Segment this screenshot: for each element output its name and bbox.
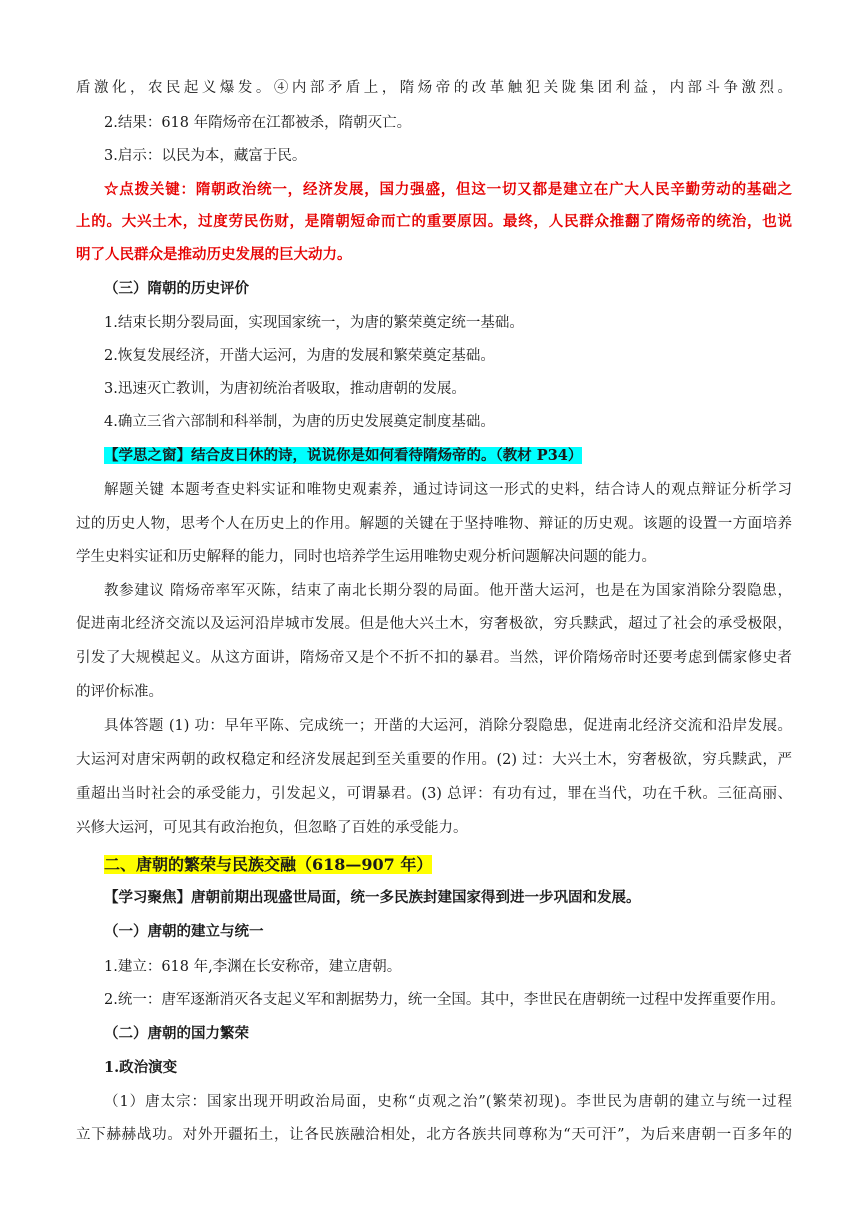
list-item: 3.迅速灭亡教训，为唐初统治者吸取，推动唐朝的发展。	[104, 381, 466, 397]
paragraph-line: 过的历史人物，思考个人在历史上的作用。解题的关键在于坚持唯物、辩证的历史观。该题的设置一方面培养	[76, 516, 792, 532]
paragraph-line: （1）唐太宗：国家出现开明政治局面，史称“贞观之治”(繁荣初现)。李世民为唐朝的建立与统一过程	[104, 1094, 792, 1110]
paragraph-line: 教参建议 隋炀帝率军灭陈，结束了南北长期分裂的局面。他开凿大运河，也是在为国家消除分裂隐患，	[104, 583, 792, 599]
paragraph-line: 促进南北经济交流以及运河沿岸城市发展。但是他大兴土木，穷奢极欲，穷兵黩武，超过了社会的承受极限，	[76, 616, 792, 632]
list-item: 4.确立三省六部制和科举制，为唐的历史发展奠定制度基础。	[104, 414, 495, 430]
paragraph-line: 立下赫赫战功。对外开疆拓土，让各民族融洽相处，北方各族共同尊称为“天可汗”，为后来唐朝一百多年的	[76, 1127, 792, 1143]
section-heading: （一）唐朝的建立与统一	[104, 923, 264, 940]
paragraph-line: 盾激化，农民起义爆发。④内部矛盾上，隋炀帝的改革触犯关陇集团利益，内部斗争激烈。	[76, 80, 792, 96]
paragraph-line: 学生史料实证和历史解释的能力，同时也培养学生运用唯物史观分析问题解决问题的能力。	[76, 549, 656, 565]
list-item: 1.建立：618 年,李渊在长安称帝，建立唐朝。	[104, 959, 402, 975]
result-line: 2.结果：618 年隋炀帝在江都被杀，隋朝灭亡。	[104, 115, 412, 131]
paragraph-line: 兴修大运河，可见其有政治抱负，但忽略了百姓的承受能力。	[76, 820, 468, 836]
key-point-line: ☆点拨关键：隋朝政治统一，经济发展，国力强盛，但这一切又都是建立在广大人民辛勤劳动的基础之	[104, 181, 792, 198]
paragraph-line: 的评价标准。	[76, 684, 163, 700]
key-point-line: 明了人民群众是推动历史发展的巨大动力。	[76, 246, 352, 263]
study-window-heading	[104, 446, 582, 466]
paragraph-line: 解题关键 本题考查史料实证和唯物史观素养，通过诗词这一形式的史料，结合诗人的观点辩证分析学习	[104, 482, 792, 498]
section-heading: （三）隋朝的历史评价	[104, 280, 249, 297]
paragraph-line: 重超出当时社会的承受能力，引发起义，可谓暴君。(3) 总评：有功有过，罪在当代，功在千秋。三征高丽、	[76, 786, 792, 802]
list-item: 1.结束长期分裂局面，实现国家统一，为唐的繁荣奠定统一基础。	[104, 315, 524, 331]
list-item: 2.恢复发展经济，开凿大运河，为唐的发展和繁荣奠定基础。	[104, 348, 495, 364]
study-window-text: 【学思之窗】结合皮日休的诗，说说你是如何看待隋炀帝的。（教材 P34）	[104, 447, 583, 464]
lesson-line: 3.启示：以民为本，藏富于民。	[104, 148, 307, 164]
section-heading: （二）唐朝的国力繁荣	[104, 1025, 249, 1042]
paragraph-line: 引发了大规模起义。从这方面讲，隋炀帝又是个不折不扣的暴君。当然，评价隋炀帝时还要考虑到儒家修史者	[76, 650, 792, 666]
paragraph-line: 大运河对唐宋两朝的政权稳定和经济发展起到至关重要的作用。(2) 过：大兴土木，穷奢极欲，穷兵黩武，严	[76, 752, 792, 768]
chapter-heading	[104, 852, 432, 878]
key-point-line: 上的。大兴土木，过度劳民伤财，是隋朝短命而亡的重要原因。最终，人民群众推翻了隋炀帝的统治，也说	[76, 213, 792, 230]
chapter-heading-text: 二、唐朝的繁荣与民族交融（618—907 年）	[104, 855, 433, 874]
focus-line: 【学习聚焦】唐朝前期出现盛世局面，统一多民族封建国家得到进一步巩固和发展。	[104, 889, 641, 906]
list-item: 2.统一：唐军逐渐消灭各支起义军和割据势力，统一全国。其中，李世民在唐朝统一过程中发挥重要作用。	[104, 992, 785, 1008]
paragraph-line: 具体答题 (1) 功：早年平陈、完成统一；开凿的大运河，消除分裂隐患，促进南北经济交流和沿岸发展。	[104, 718, 792, 734]
subsection-heading: 1.政治演变	[104, 1059, 178, 1076]
